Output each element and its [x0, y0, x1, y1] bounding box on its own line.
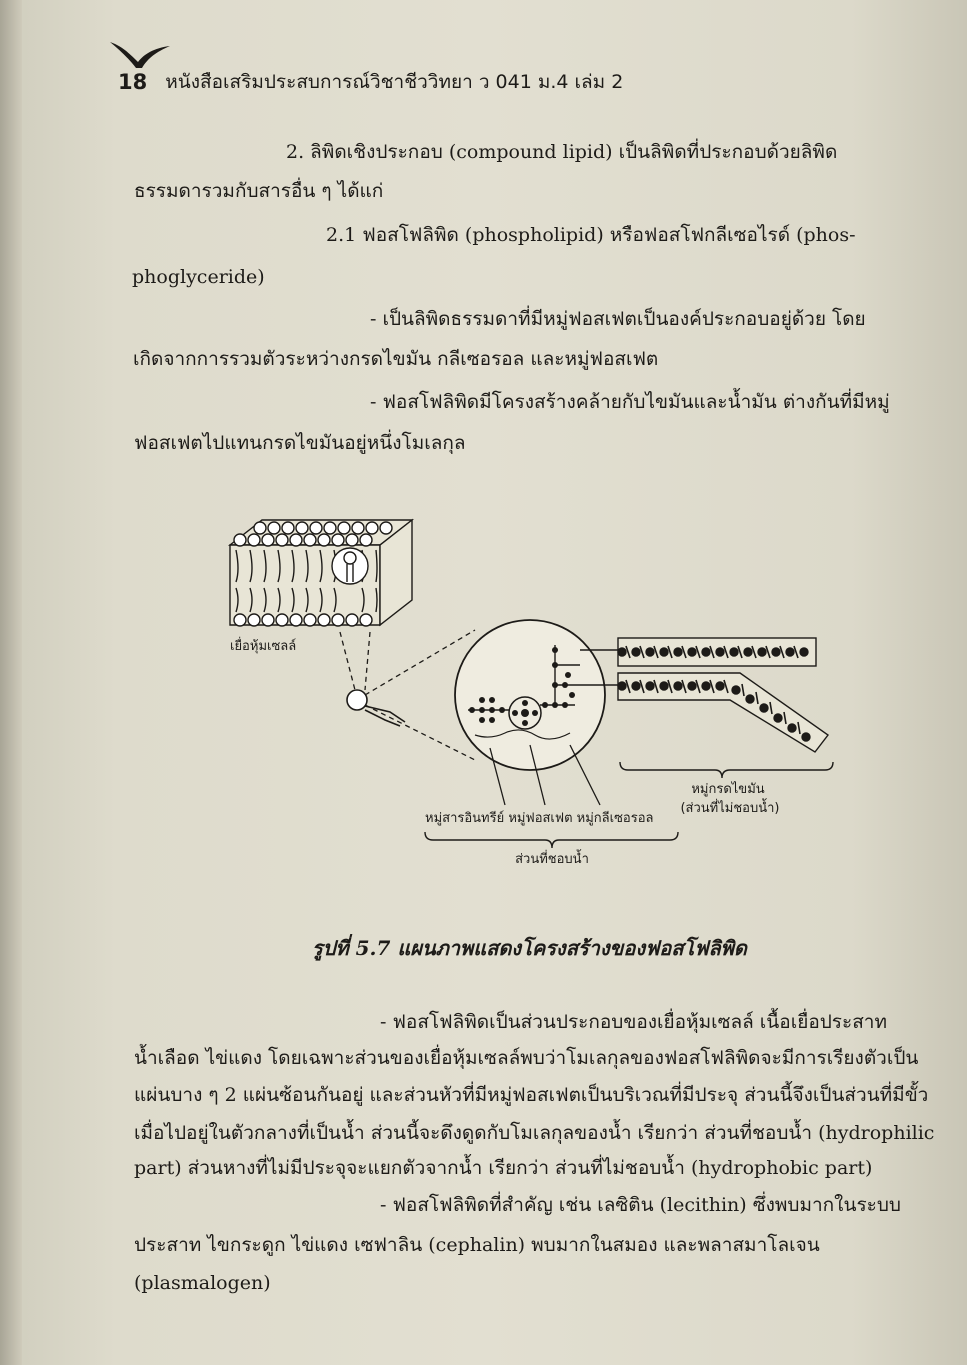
bullet-structure-line2: ฟอสเฟตไปแทนกรดไขมันอยู่หนึ่งโมเลกุล — [134, 432, 466, 454]
bullet-examples-line2: ประสาท ไขกระดูก ไข่แดง เซฟาลิน (cephalin) พบมากในสมอง และพลาสมาโลเจน — [134, 1234, 820, 1256]
phospholipid-diagram — [200, 500, 850, 885]
bullet-examples-line1: - ฟอสโฟลิพิดที่สำคัญ เช่น เลซิติน (lecithin) ซึ่งพบมากในระบบ — [380, 1194, 901, 1216]
bullet-phosphate-line2: เกิดจากการรวมตัวระหว่างกรดไขมัน กลีเซอรอล และหมู่ฟอสเฟต — [133, 348, 659, 370]
book-title: หนังสือเสริมประสบการณ์วิชาชีววิทยา ว 041 ม.4 เล่ม 2 — [165, 71, 624, 93]
label-cell-membrane: เยื่อหุ้มเซลล์ — [230, 639, 297, 654]
bullet-structure-line1: - ฟอสโฟลิพิดมีโครงสร้างคล้ายกับไขมันและน้ำมัน ต่างกันที่มีหมู่ — [370, 391, 890, 413]
bullet-examples-line3: (plasmalogen) — [134, 1272, 271, 1294]
paragraph-phospholipid-line1: 2.1 ฟอสโฟลิพิด (phospholipid) หรือฟอสโฟกลีเซอไรด์ (phos- — [326, 224, 856, 246]
label-hydrophilic-part: ส่วนที่ชอบน้ำ — [515, 852, 589, 867]
single-phospholipid-icon — [347, 690, 405, 726]
bullet-membrane-line1: - ฟอสโฟลิพิดเป็นส่วนประกอบของเยื่อหุ้มเซลล์ เนื้อเยื่อประสาท — [380, 1011, 887, 1033]
figure-caption: รูปที่ 5.7 แผนภาพแสดงโครงสร้างของฟอสโฟลิพิด — [312, 936, 747, 960]
membrane-bilayer-block — [230, 520, 412, 626]
fatty-acid-bracket — [620, 762, 833, 778]
hydrophilic-bracket — [425, 832, 678, 848]
label-fatty-acid-group: หมู่กรดไขมัน — [691, 782, 765, 797]
bullet-membrane-line5: part) ส่วนหางที่ไม่มีประจุจะแยกตัวจากน้ำ เรียกว่า ส่วนที่ไม่ชอบน้ำ (hydrophobic part) — [134, 1157, 873, 1179]
bullet-membrane-line3: แผ่นบาง ๆ 2 แผ่นซ้อนกันอยู่ และส่วนหัวที่มีหมู่ฟอสเฟตเป็นบริเวณที่มีประจุ ส่วนนี้จึงเป็นส่วนที่มีขั้ว — [134, 1084, 929, 1106]
running-header — [118, 62, 878, 102]
page-number: 18 — [118, 70, 148, 94]
page-spine-shadow — [0, 0, 22, 1365]
paragraph-compound-lipid-line2: ธรรมดารวมกับสารอื่น ๆ ได้แก่ — [134, 180, 384, 202]
bullet-membrane-line4: เมื่อไปอยู่ในตัวกลางที่เป็นน้ำ ส่วนนี้จะดึงดูดกับโมเลกุลของน้ำ เรียกว่า ส่วนที่ชอบน้ำ (hydrophilic — [134, 1122, 935, 1144]
paragraph-compound-lipid-line1: 2. ลิพิดเชิงประกอบ (compound lipid) เป็นลิพิดที่ประกอบด้วยลิพิด — [286, 141, 838, 163]
bullet-phosphate-line1: - เป็นลิพิดธรรมดาที่มีหมู่ฟอสเฟตเป็นองค์ประกอบอยู่ด้วย โดย — [370, 308, 866, 330]
bullet-membrane-line2: น้ำเลือด ไข่แดง โดยเฉพาะส่วนของเยื่อหุ้มเซลล์พบว่าโมเลกุลของฟอสโฟลิพิดจะมีการเรียงตัวเป็น — [134, 1047, 919, 1069]
label-hydrophobic-part: (ส่วนที่ไม่ชอบน้ำ) — [680, 801, 780, 816]
label-chemical-groups: หมู่สารอินทรีย์ หมู่ฟอสเฟต หมู่กลีเซอรอล — [425, 811, 654, 826]
paragraph-phospholipid-line2: phoglyceride) — [132, 266, 265, 288]
fatty-acid-chains — [580, 638, 828, 752]
